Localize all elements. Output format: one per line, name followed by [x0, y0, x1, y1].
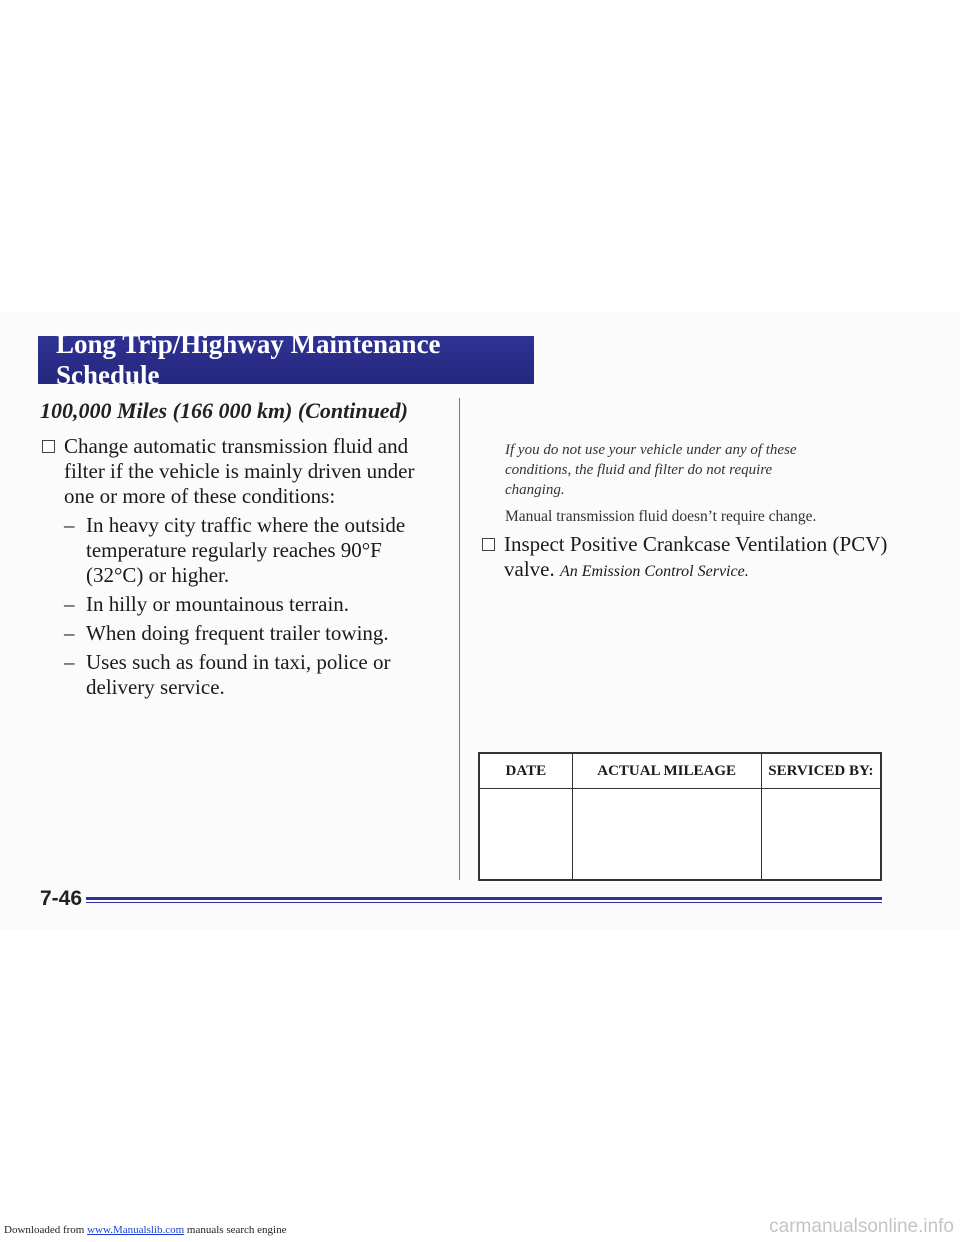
list-item: – In hilly or mountainous terrain.: [64, 592, 350, 616]
schedule-header-title: Long Trip/Highway Maintenance Schedule: [56, 329, 441, 390]
list-item: – Uses such as found in taxi, police or delivery service.: [64, 650, 391, 699]
pcv-inspect-text: Inspect Positive Crankcase Ventilation (PCV) valve.: [504, 532, 888, 581]
transmission-fluid-item: [40, 434, 440, 509]
column-divider: [459, 398, 460, 880]
page-number: 7-46: [40, 887, 83, 910]
pcv-inspect-item: [480, 532, 904, 584]
table-row: [479, 789, 881, 881]
actual-mileage-header: ACTUAL MILEAGE: [572, 753, 761, 789]
schedule-header-banner: [38, 329, 534, 390]
serviced-by-header: SERVICED BY:: [761, 753, 881, 789]
date-header: DATE: [479, 753, 572, 789]
footer-rule: [86, 897, 882, 900]
checkbox-icon[interactable]: [482, 538, 495, 551]
manualslib-link[interactable]: www.Manualslib.com: [87, 1224, 185, 1236]
section-title: 100,000 Miles (166 000 km) (Continued): [40, 398, 408, 423]
checkbox-icon[interactable]: [42, 440, 55, 453]
conditions-list: [64, 513, 440, 700]
dash-bullet: –: [64, 592, 75, 616]
serviced-by-cell[interactable]: [761, 789, 881, 881]
dash-bullet: –: [64, 621, 75, 645]
dash-bullet: –: [64, 513, 75, 537]
dash-bullet: –: [64, 650, 75, 674]
footer-rule-thin: [86, 902, 882, 903]
left-column: [40, 434, 440, 704]
manual-transmission-note: Manual transmission fluid doesn’t require change.: [505, 508, 817, 525]
list-item: – In heavy city traffic where the outside temperature regularly reaches 90°F (32°C) or higher.: [64, 513, 406, 587]
list-item: – When doing frequent trailer towing.: [64, 621, 389, 645]
transmission-fluid-text: Change automatic transmission fluid and filter if the vehicle is mainly driven under one or more of these conditions:: [64, 434, 415, 508]
fluid-note: If you do not use your vehicle under any of these conditions, the fluid and filter do not require changing.: [505, 442, 797, 498]
mileage-cell[interactable]: [572, 789, 761, 881]
download-footer: Downloaded from www.Manualslib.com manuals search engine: [4, 1224, 287, 1236]
service-record-table: [478, 752, 882, 881]
watermark: carmanualsonline.info: [769, 1216, 954, 1237]
emission-service-label: An Emission Control Service.: [559, 563, 749, 580]
date-cell[interactable]: [479, 789, 572, 881]
